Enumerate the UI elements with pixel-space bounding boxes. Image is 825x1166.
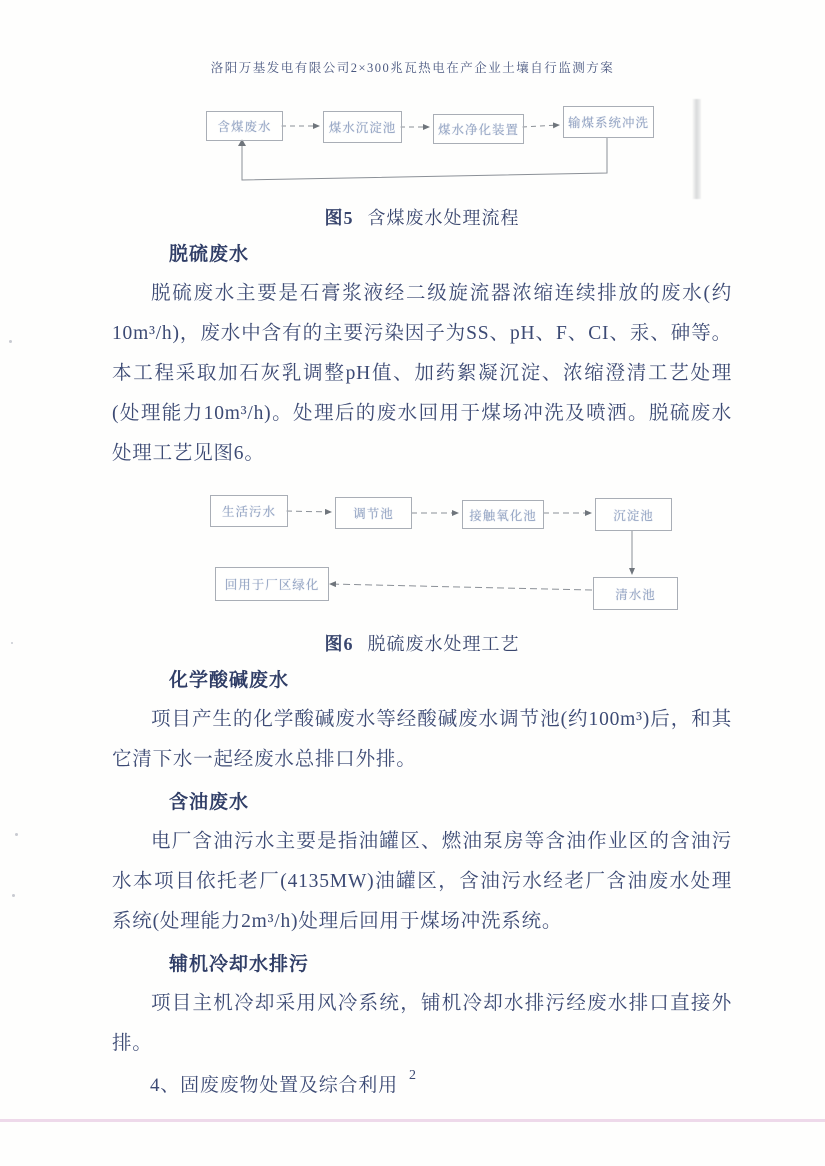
figure5-box-coal-wastewater: 含煤废水 [206, 111, 283, 141]
figure6-caption [112, 630, 732, 658]
next-section-line: 4、固废废物处置及综合利用 [150, 1075, 398, 1096]
figure6-box-contact-oxidation-tank: 接触氧化池 [462, 500, 544, 529]
figure6-caption-label: 图6 [324, 634, 354, 654]
paragraph-oily: 电厂含油污水主要是指油罐区、燃油泵房等含油作业区的含油污水本项目依托老厂(4135MW)油罐区，含油污水经老厂含油废水处理系统(处理能力2m³/h)处理后回用于煤场冲洗系统。 [112, 831, 732, 932]
scan-edge-line [0, 1119, 825, 1122]
figure6-box-sedimentation-tank: 沉淀池 [595, 498, 672, 531]
section-heading-acid-alkali: 化学酸碱废水 [169, 670, 290, 691]
scan-speckle [12, 894, 15, 897]
scan-speckle [9, 340, 12, 343]
page-number: 2 [409, 1068, 416, 1083]
section-heading-oily: 含油废水 [169, 792, 250, 813]
figure5-caption-title: 含煤废水处理流程 [367, 208, 520, 228]
page-header-title: 洛阳万基发电有限公司2×300兆瓦热电在产企业土壤自行监测方案 [210, 61, 615, 75]
scan-smudge [692, 99, 701, 199]
paragraph-acid-alkali: 项目产生的化学酸碱废水等经酸碱废水调节池(约100m³)后，和其它清下水一起经废水总排口外排。 [112, 709, 732, 770]
figure5-box-coal-conveying-flush: 输煤系统冲洗 [563, 106, 654, 138]
figure6-caption-title: 脱硫废水处理工艺 [367, 634, 520, 654]
figure5-caption [112, 204, 732, 232]
figure5-box-coal-water-purifier: 煤水净化装置 [433, 114, 524, 144]
section-heading-auxiliary-cooling: 辅机冷却水排污 [169, 954, 310, 975]
paragraph-desulfurization: 脱硫废水主要是石膏浆液经二级旋流器浓缩连续排放的废水(约10m³/h)，废水中含有的主要污染因子为SS、pH、F、CI、汞、砷等。本工程采取加石灰乳调整pH值、加药絮凝沉淀、浓缩澄清工艺处理(处理能力10m³/h)。处理后的废水回用于煤场冲洗及喷洒。脱硫废水处理工艺见图6。 [112, 283, 732, 464]
figure5-caption-label: 图5 [324, 208, 354, 228]
figure6-box-regulating-tank: 调节池 [335, 497, 412, 529]
scan-speckle [11, 642, 13, 644]
figure6-box-reuse-greening: 回用于厂区绿化 [215, 567, 329, 601]
content-column [112, 94, 732, 1106]
figure5-box-coal-water-sedimentation: 煤水沉淀池 [323, 111, 402, 143]
figure5-flowchart [170, 94, 715, 200]
paragraph-auxiliary-cooling: 项目主机冷却采用风冷系统，铺机冷却水排污经废水排口直接外排。 [112, 993, 732, 1054]
figure6-box-clean-water-tank: 清水池 [593, 577, 678, 610]
figure6-box-domestic-sewage: 生活污水 [210, 495, 288, 527]
figure6-flowchart [170, 480, 718, 626]
section-heading-desulfurization: 脱硫废水 [169, 244, 250, 265]
scan-speckle [15, 833, 18, 836]
